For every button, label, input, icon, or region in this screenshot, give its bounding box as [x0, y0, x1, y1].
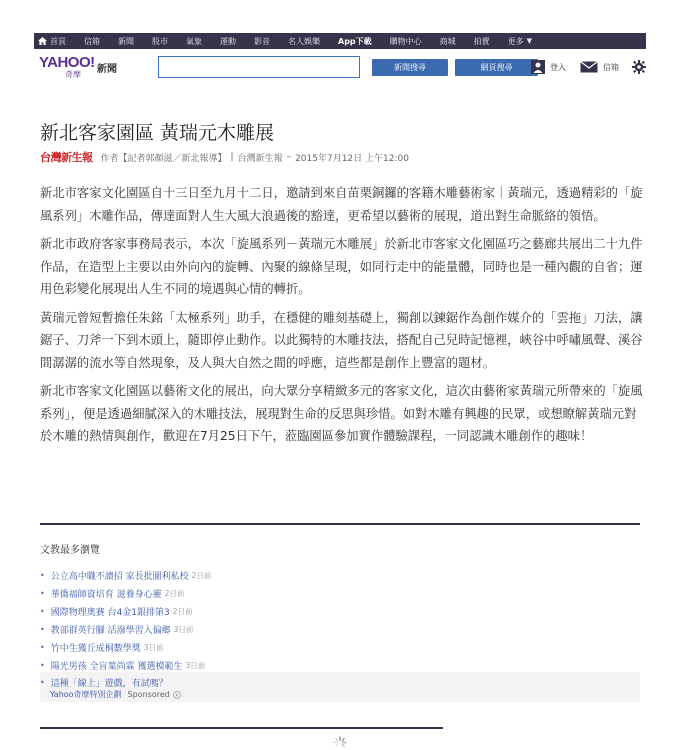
- top-nav: [34, 33, 646, 49]
- nav-more-label: 更多: [507, 36, 524, 46]
- header: [34, 54, 646, 82]
- list-item-time: 2日前: [191, 570, 212, 580]
- list-item-time: 2日前: [172, 606, 193, 616]
- logo-sub: 奇摩: [65, 70, 81, 79]
- sponsored-label: Sponsored: [127, 690, 170, 699]
- byline-dash: –: [286, 152, 292, 162]
- article-title: 新北客家園區 黃瑞元木雕展: [40, 122, 275, 144]
- list-item-link[interactable]: 陽光男孩 全盲葉尚霖 獲選模範生: [50, 661, 183, 672]
- mail-button[interactable]: [580, 59, 619, 75]
- nav-shopping[interactable]: 購物中心: [389, 36, 422, 46]
- logo-section: 新聞: [97, 64, 117, 75]
- list-item[interactable]: [40, 566, 640, 584]
- article-paragraph: 黃瑞元曾短暫擔任朱銘「太極系列」助手，在穩健的雕刻基礎上，獨創以鍊鋸作為創作媒介的「雲拖」刀法，讓鋸子、刀斧一下到木頭上，隨即停止動作。以此獨特的木雕技法，搭配自己兒時記憶裡，峽谷中呼嘯風聲、溪谷間潺潺的流水等自然現象，及人與大自然之間的呼應，這些都是創作上豐富的題材。: [40, 310, 643, 370]
- home-icon: [38, 37, 47, 45]
- yahoo-news-logo[interactable]: [39, 54, 129, 82]
- popular-title: 文教最多瀏覽: [40, 545, 100, 556]
- nav-auction[interactable]: 拍賣: [473, 36, 490, 46]
- list-item-time: 3日前: [143, 642, 164, 652]
- source: 台灣新生報: [237, 153, 283, 164]
- web-search-button[interactable]: 網頁搜尋: [455, 59, 538, 76]
- list-item-link[interactable]: 國際物理奧賽 台4金1銀排第3: [50, 607, 170, 618]
- logo-brand: YAHOO!: [39, 54, 95, 71]
- sponsored-text[interactable]: 這種「線上」遊戲，有試嗎？: [50, 679, 168, 689]
- nav-celebrity[interactable]: 名人娛樂: [288, 36, 320, 46]
- article-body: [40, 182, 645, 454]
- chevron-down-icon: ▼: [526, 37, 533, 45]
- list-item-time: 2日前: [164, 588, 185, 598]
- nav-video[interactable]: 影音: [254, 36, 270, 46]
- list-item-link[interactable]: 公立高中職不讀招 家長批圖利私校: [50, 571, 189, 582]
- sponsored-headline[interactable]: [40, 676, 168, 689]
- news-search-button[interactable]: 新聞搜尋: [372, 59, 448, 76]
- nav-home-label: 首頁: [50, 36, 66, 46]
- ad-info-icon[interactable]: [173, 691, 181, 699]
- list-item-link[interactable]: 竹中生獲丘成桐數學獎: [50, 643, 141, 654]
- mail-icon: [580, 61, 598, 73]
- nav-stock[interactable]: 股市: [152, 36, 168, 46]
- bottom-divider: [40, 727, 443, 729]
- search-input[interactable]: [158, 56, 360, 78]
- nav-news[interactable]: 新聞: [118, 36, 134, 46]
- list-item[interactable]: [40, 602, 640, 620]
- author: 作者【記者郭顏滋／新北報導】: [100, 153, 227, 164]
- byline: [40, 150, 409, 164]
- list-item-link[interactable]: 教部群英行腳 活潑學習入偏鄉: [50, 625, 171, 636]
- article-paragraph: 新北市政府客家事務局表示，本次「旋風系列－黃瑞元木雕展」於新北市客家文化園區巧之藝廊共展出二十九件作品，在造型上主要以由外向內的旋轉、內聚的線條呈現，如同行走中的能量體，同時也是一種內觀的自省；運用色彩變化展現出人生不同的境遇與心情的轉折。: [40, 237, 643, 296]
- nav-home[interactable]: [38, 36, 66, 47]
- nav-mall[interactable]: 商城: [439, 36, 456, 46]
- bullet-icon: •: [40, 660, 45, 670]
- bullet-icon: •: [40, 624, 45, 634]
- nav-app-download[interactable]: App下載: [338, 36, 372, 46]
- list-item-time: 3日前: [173, 624, 194, 634]
- mail-label: 信箱: [603, 62, 619, 72]
- list-item[interactable]: [40, 620, 640, 638]
- publish-date: 2015年7月12日 上午12:00: [295, 153, 409, 164]
- list-item-time: 3日前: [185, 660, 206, 670]
- nav-sports[interactable]: 運動: [220, 36, 236, 46]
- bullet-icon: •: [40, 588, 45, 598]
- article-paragraph: 新北市客家文化園區以藝術文化的展出，向大眾分享精緻多元的客家文化，這次由藝術家黃瑞元所帶來的「旋風系列」，便是透過細膩深入的木雕技法，展現對生命的反思與珍惜。如對木雕有興趣的民眾，或想瞭解黃瑞元對於木雕的熱情與創作，歡迎在7月25日下午，蒞臨園區參加實作體驗課程，一同認識木雕創作的趣味！: [40, 384, 643, 443]
- bullet-icon: •: [40, 606, 45, 616]
- list-item[interactable]: [40, 638, 640, 656]
- section-divider: [40, 523, 640, 525]
- sponsored-source[interactable]: Yahoo奇摩特別企劃: [50, 690, 122, 699]
- list-item-link[interactable]: 華僑福師資培育 滋養身心靈: [50, 589, 162, 600]
- gear-icon: [632, 60, 646, 74]
- publisher-logo[interactable]: 台灣新生報: [40, 151, 93, 164]
- sponsored-meta: [50, 689, 181, 700]
- byline-separator: |: [230, 152, 234, 162]
- bullet-icon: •: [40, 642, 45, 652]
- settings-button[interactable]: [632, 59, 646, 75]
- sponsored-item[interactable]: [40, 672, 640, 702]
- nav-mail[interactable]: 信箱: [84, 36, 100, 46]
- popular-list: [40, 566, 640, 674]
- list-item[interactable]: [40, 584, 640, 602]
- login-label: 登入: [550, 62, 566, 72]
- login-button[interactable]: [531, 59, 566, 75]
- nav-weather[interactable]: 氣象: [186, 36, 202, 46]
- article-paragraph: 新北市客家文化園區自十三日至九月十二日，邀請到來自苗栗銅鑼的客籍木雕藝術家｜黃瑞元，透過精彩的「旋風系列」木雕作品，傳達面對人生大風大浪過後的豁達，更希望以藝術的展現，道出對生命脈絡的領悟。: [40, 186, 643, 223]
- bullet-icon: •: [40, 678, 45, 687]
- bullet-icon: •: [40, 570, 45, 580]
- nav-more[interactable]: [508, 36, 532, 47]
- loading-spinner-icon: [330, 735, 350, 750]
- user-icon: [531, 60, 545, 74]
